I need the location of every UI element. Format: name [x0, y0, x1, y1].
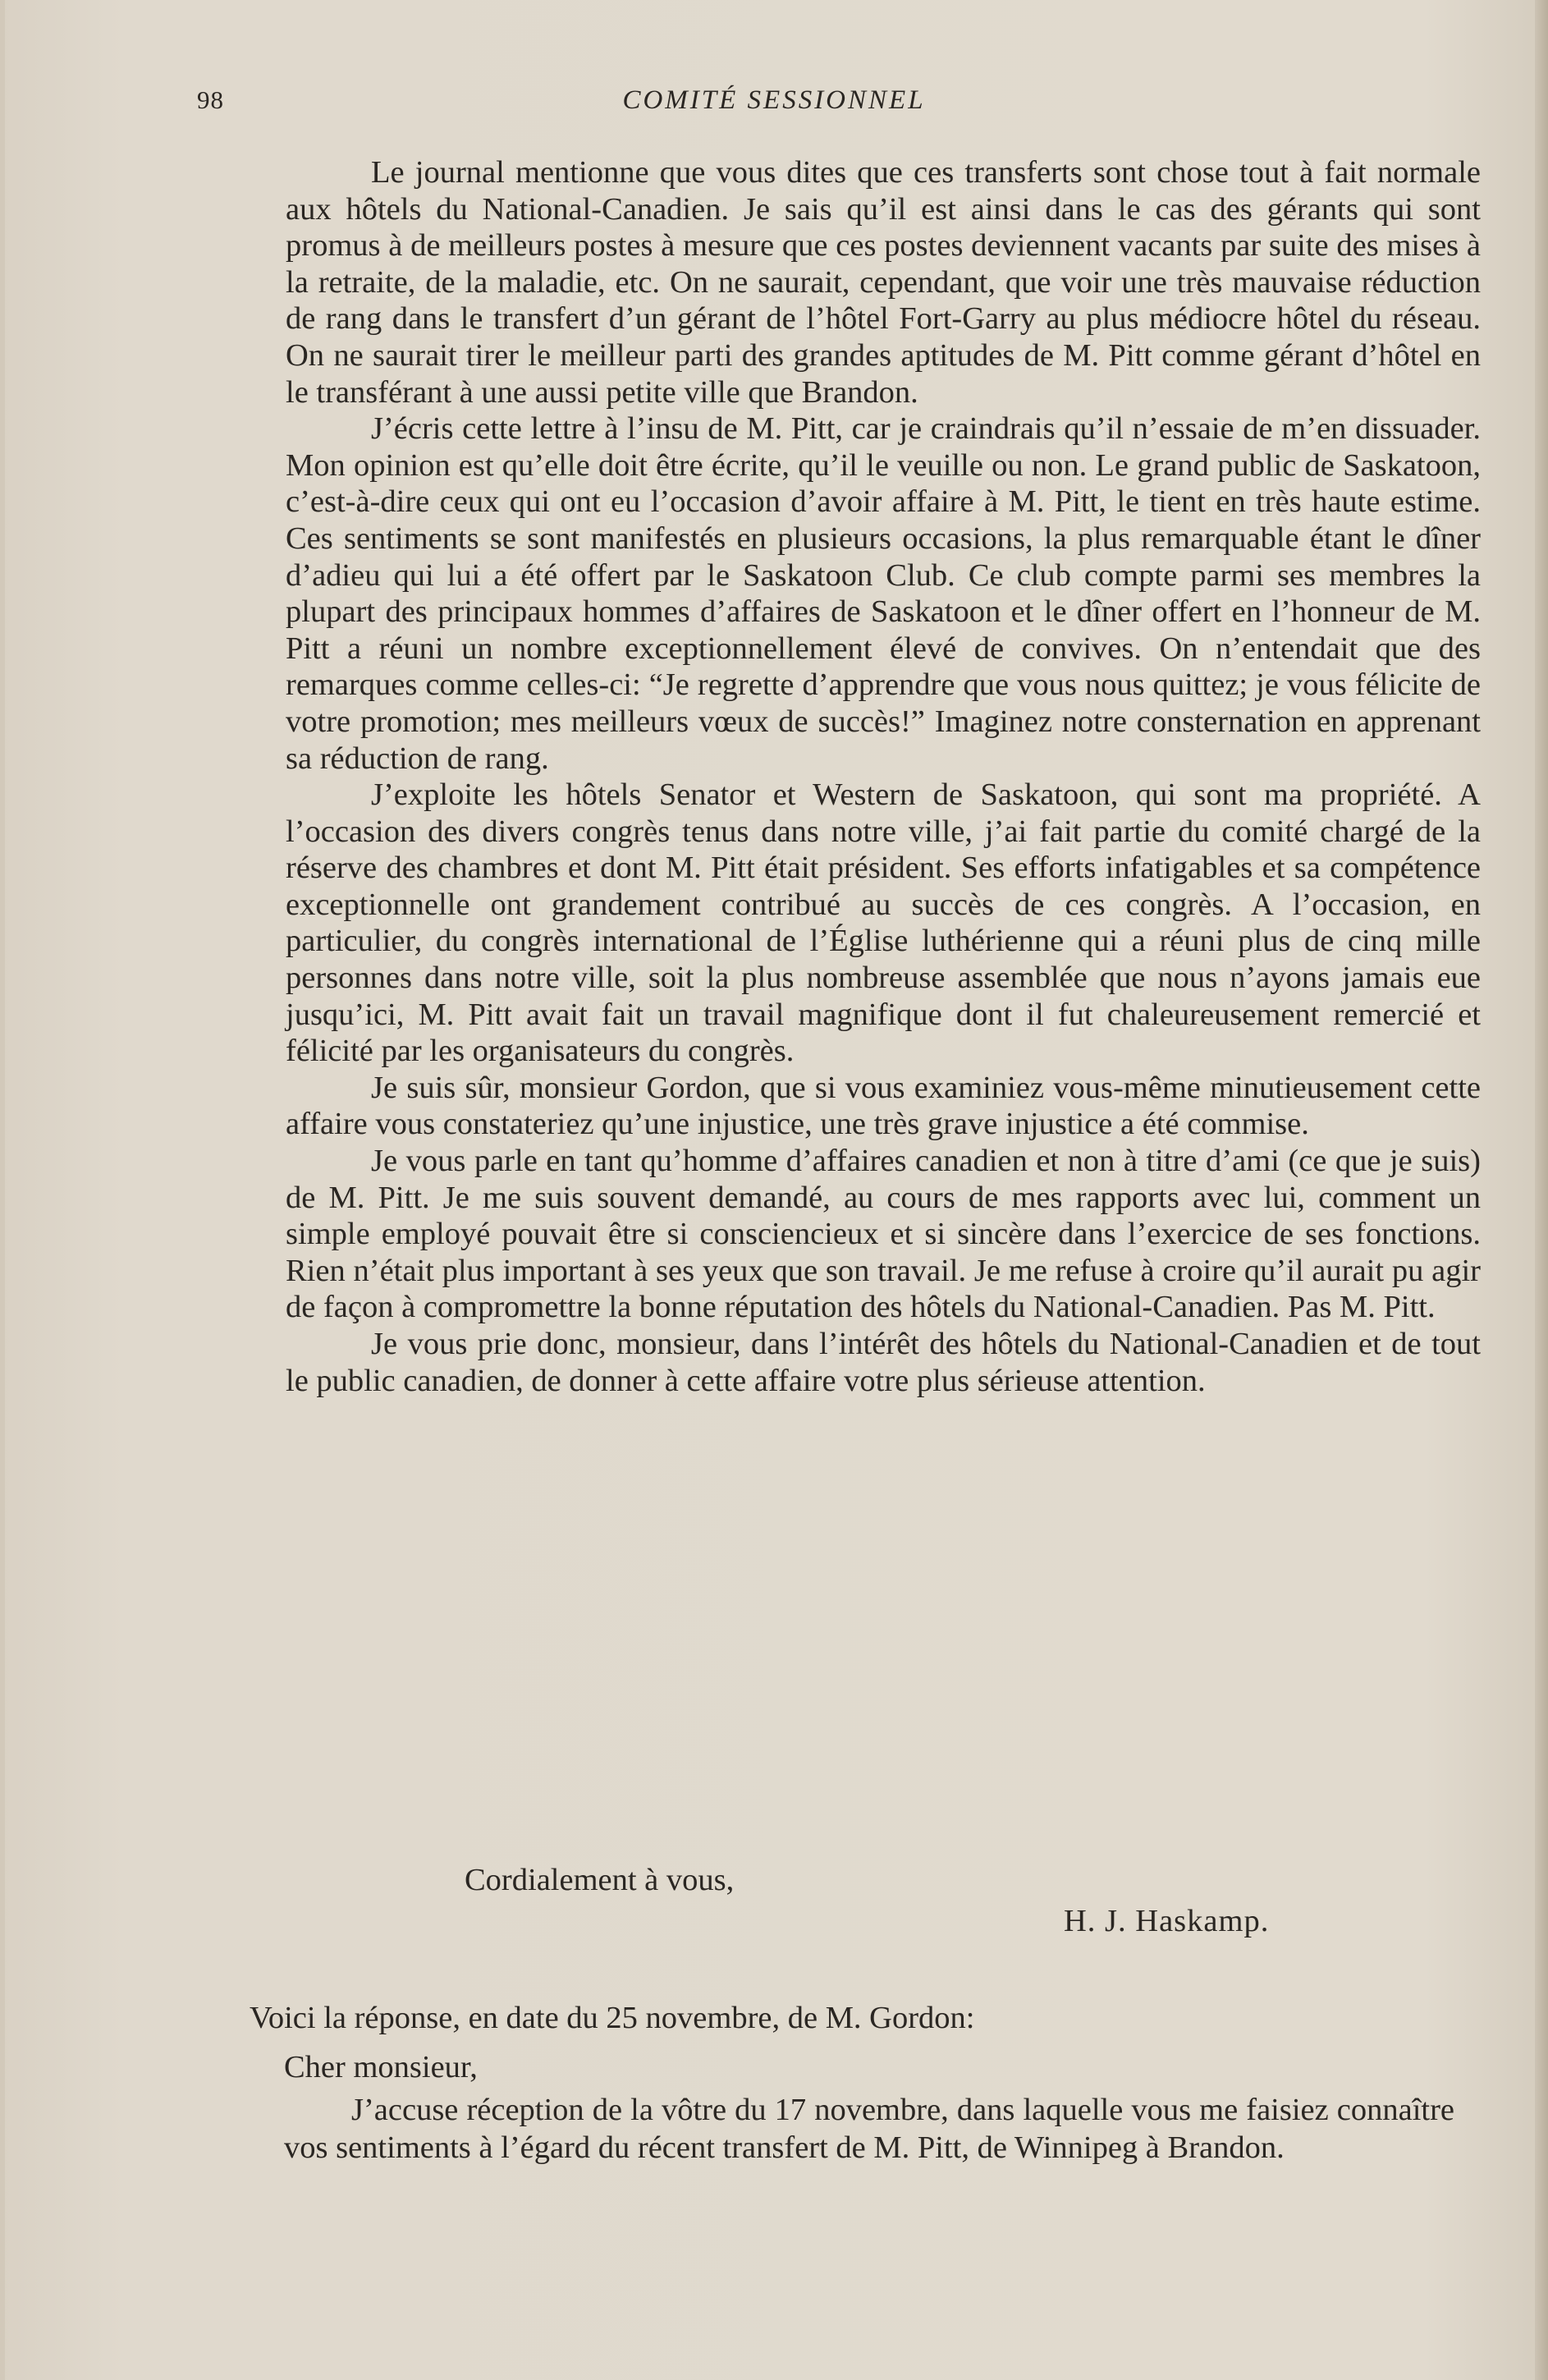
- reply-salutation: Cher monsieur,: [284, 2050, 478, 2084]
- letter-paragraph: Je vous prie donc, monsieur, dans l’intérêt des hôtels du National-Canadien et de tout le public canadien, de donner à cette affaire votre plus sérieuse attention.: [286, 1327, 1481, 1398]
- page-left-edge: [0, 0, 5, 2380]
- letter-paragraph: Le journal mentionne que vous dites que ces transferts sont chose tout à fait normale aux hôtels du National-Canadien. Je sais qu’il est ainsi dans le cas des gérants qui sont promus à de meilleurs postes à mesure que ces postes deviennent vacants par suite des mises à la retraite, de la maladie, etc. On ne saurait, cependant, que voir une très mauvaise réduction de rang dans le transfert d’un gérant de l’hôtel Fort-Garry au plus médiocre hôtel du réseau. On ne saurait tirer le meilleur parti des grandes aptitudes de M. Pitt comme gérant d’hôtel en le transférant à une aussi petite ville que Brandon.: [286, 155, 1481, 410]
- letter-body: [286, 154, 1481, 1399]
- letter-closing: Cordialement à vous,: [465, 1863, 735, 1897]
- page-right-edge: [1535, 0, 1548, 2380]
- letter-paragraph: Je suis sûr, monsieur Gordon, que si vous examiniez vous-même minutieusement cette affaire vous constateriez qu’une injustice, une très grave injustice a été commise.: [286, 1070, 1481, 1142]
- letter-paragraph: J’écris cette lettre à l’insu de M. Pitt, car je craindrais qu’il n’essaie de m’en dissuader. Mon opinion est qu’elle doit être écrite, qu’il le veuille ou non. Le grand public de Saskatoon, c’est-à-dire ceux qui ont eu l’occasion d’avoir affaire à M. Pitt, le tient en très haute estime. Ces sentiments se sont manifestés en plusieurs occasions, la plus remarquable étant le dîner d’adieu qui lui a été offert par le Saskatoon Club. Ce club compte parmi ses membres la plupart des principaux hommes d’affaires de Saskatoon et le dîner offert en l’honneur de M. Pitt a réuni un nombre exceptionnellement élevé de convives. On n’entendait que des remarques comme celles-ci: “Je regrette d’apprendre que vous nous quittez; je vous félicite de votre promotion; mes meilleurs vœux de succès!” Imaginez notre consternation en apprenant sa réduction de rang.: [286, 411, 1481, 776]
- running-title: COMITÉ SESSIONNEL: [622, 85, 926, 115]
- reply-intro: Voici la réponse, en date du 25 novembre, de M. Gordon:: [250, 2001, 975, 2035]
- reply-paragraph: J’accuse réception de la vôtre du 17 novembre, dans laquelle vous me faisiez connaître vos sentiments à l’égard du récent transfert de M. Pitt, de Winnipeg à Brandon.: [284, 2093, 1454, 2165]
- reply-body: [284, 2091, 1454, 2167]
- page-number: 98: [197, 85, 224, 114]
- letter-paragraph: J’exploite les hôtels Senator et Western de Saskatoon, qui sont ma propriété. A l’occasion des divers congrès tenus dans notre ville, j’ai fait partie du comité chargé de la réserve des chambres et dont M. Pitt était président. Ses efforts infatigables et sa compétence exceptionnelle ont grandement contribué au succès de ces congrès. A l’occasion, en particulier, du congrès international de l’Église luthérienne qui a réuni plus de cinq mille personnes dans notre ville, soit la plus nombreuse assemblée que nous n’ayons jamais eue jusqu’ici, M. Pitt avait fait un travail magnifique dont il fut chaleureusement remercié et félicité par les organisateurs du congrès.: [286, 777, 1481, 1069]
- letter-paragraph: Je vous parle en tant qu’homme d’affaires canadien et non à titre d’ami (ce que je suis) de M. Pitt. Je me suis souvent demandé, au cours de mes rapports avec lui, comment un simple employé pouvait être si consciencieux et si sincère dans l’exercice de ses fonctions. Rien n’était plus important à ses yeux que son travail. Je me refuse à croire qu’il aurait pu agir de façon à compromettre la bonne réputation des hôtels du National-Canadien. Pas M. Pitt.: [286, 1144, 1481, 1325]
- letter-signature: H. J. Haskamp.: [1064, 1904, 1270, 1938]
